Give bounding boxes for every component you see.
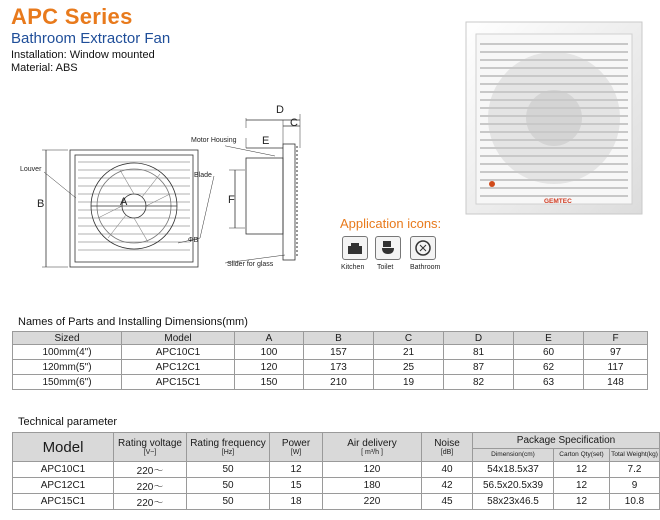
cell: 12 — [554, 462, 610, 478]
col-model: Model — [13, 433, 114, 462]
col-dimension: Dimension(cm) — [473, 448, 554, 461]
col-weight: Total Weight(kg) — [610, 448, 660, 461]
table-row — [13, 478, 660, 494]
page-subtitle: Bathroom Extractor Fan — [11, 30, 171, 47]
col-a: A — [235, 332, 304, 345]
col-f: F — [584, 332, 648, 345]
cell: 19 — [374, 375, 444, 390]
cell: 50 — [187, 462, 270, 478]
cell: APC12C1 — [122, 360, 235, 375]
cell: APC10C1 — [13, 462, 114, 478]
cell: 25 — [374, 360, 444, 375]
frequency-header: Rating frequency — [190, 438, 266, 449]
cell: 120 — [235, 360, 304, 375]
cell: 50 — [187, 478, 270, 494]
col-air — [323, 433, 422, 462]
front-view-drawing — [28, 100, 228, 280]
dim-f-label: F — [228, 194, 235, 206]
dim-d-label: D — [276, 104, 284, 116]
cell: APC15C1 — [13, 494, 114, 510]
kitchen-caption: Kitchen — [341, 264, 365, 271]
page-title: APC Series — [11, 4, 133, 29]
brand-logo: GEMTEC — [544, 198, 572, 205]
indicator-led-icon — [489, 181, 495, 187]
bathroom-icon — [410, 236, 436, 260]
table-header-row — [13, 332, 648, 345]
table-row — [13, 345, 648, 360]
cell: 97 — [584, 345, 648, 360]
cell: 87 — [444, 360, 514, 375]
voltage-unit: [V~] — [143, 449, 157, 456]
ob-label: ΦB — [188, 237, 199, 244]
cell: 173 — [304, 360, 374, 375]
cell: APC12C1 — [13, 478, 114, 494]
cell: 12 — [270, 462, 323, 478]
cell: 54x18.5x37 — [473, 462, 554, 478]
cell: 220～ — [114, 462, 187, 478]
col-noise — [422, 433, 473, 462]
cell: 120 — [323, 462, 422, 478]
cell: 150 — [235, 375, 304, 390]
parts-section-title: Names of Parts and Installing Dimensions(mm) — [18, 316, 248, 328]
dimensions-table — [12, 331, 648, 390]
col-carton: Carton Qty(set) — [554, 448, 610, 461]
air-header: Air delivery — [347, 438, 397, 449]
cell: 56.5x20.5x39 — [473, 478, 554, 494]
cell: 10.8 — [610, 494, 660, 510]
cell: 220 — [323, 494, 422, 510]
noise-unit: [dB] — [440, 449, 454, 456]
cell: 220～ — [114, 494, 187, 510]
cell: 220～ — [114, 478, 187, 494]
cell: 150mm(6") — [13, 375, 122, 390]
cell: 50 — [187, 494, 270, 510]
cell: 82 — [444, 375, 514, 390]
cell: 12 — [554, 494, 610, 510]
cell: APC10C1 — [122, 345, 235, 360]
kitchen-icon — [342, 236, 368, 260]
col-model: Model — [122, 332, 235, 345]
col-e: E — [514, 332, 584, 345]
toilet-icon — [375, 236, 401, 260]
cell: 100mm(4") — [13, 345, 122, 360]
col-frequency — [187, 433, 270, 462]
tech-section-title: Technical parameter — [18, 416, 118, 428]
table-row — [13, 494, 660, 510]
product-photo — [462, 16, 652, 220]
col-package: Package Specification — [473, 433, 660, 449]
air-unit: [ m³/h ] — [361, 449, 383, 456]
cell: 12 — [554, 478, 610, 494]
blade-label: Blade — [194, 172, 212, 179]
cell: 117 — [584, 360, 648, 375]
table-row — [13, 360, 648, 375]
cell: 210 — [304, 375, 374, 390]
cell: 15 — [270, 478, 323, 494]
dim-c-label: C — [290, 117, 298, 129]
dim-e-label: E — [262, 135, 270, 147]
cell: 157 — [304, 345, 374, 360]
cell: 120mm(5") — [13, 360, 122, 375]
cell: 7.2 — [610, 462, 660, 478]
material-text: Material: ABS — [11, 62, 78, 74]
noise-header: Noise — [434, 438, 460, 449]
cell: 45 — [422, 494, 473, 510]
cell: 148 — [584, 375, 648, 390]
cell: 9 — [610, 478, 660, 494]
col-b: B — [304, 332, 374, 345]
toilet-caption: Toilet — [377, 264, 394, 271]
cell: 40 — [422, 462, 473, 478]
cell: 81 — [444, 345, 514, 360]
cell: 42 — [422, 478, 473, 494]
louver-label: Louver — [20, 166, 42, 173]
table-row — [13, 462, 660, 478]
cell: 62 — [514, 360, 584, 375]
col-voltage — [114, 433, 187, 462]
col-c: C — [374, 332, 444, 345]
col-power — [270, 433, 323, 462]
dim-b-label: B — [37, 198, 45, 210]
power-header: Power — [281, 438, 311, 449]
cell: 180 — [323, 478, 422, 494]
power-unit: [W] — [290, 449, 302, 456]
cell: 60 — [514, 345, 584, 360]
table-header-row — [13, 433, 660, 449]
voltage-header: Rating voltage — [118, 438, 182, 449]
cell: 100 — [235, 345, 304, 360]
col-d: D — [444, 332, 514, 345]
dim-a-label: A — [120, 196, 128, 208]
bathroom-caption: Bathroom — [410, 264, 441, 271]
side-view-drawing — [225, 108, 335, 268]
installation-text: Installation: Window mounted — [11, 49, 155, 61]
cell: APC15C1 — [122, 375, 235, 390]
frequency-unit: [Hz] — [221, 449, 235, 456]
col-sized: Sized — [13, 332, 122, 345]
slider-label: Slider for glass — [227, 261, 274, 268]
cell: 63 — [514, 375, 584, 390]
app-icons-title: Application icons: — [340, 216, 442, 231]
technical-table — [12, 432, 660, 510]
motor-housing-label: Motor Housing — [191, 137, 237, 144]
cell: 18 — [270, 494, 323, 510]
cell: 21 — [374, 345, 444, 360]
table-row — [13, 375, 648, 390]
cell: 58x23x46.5 — [473, 494, 554, 510]
